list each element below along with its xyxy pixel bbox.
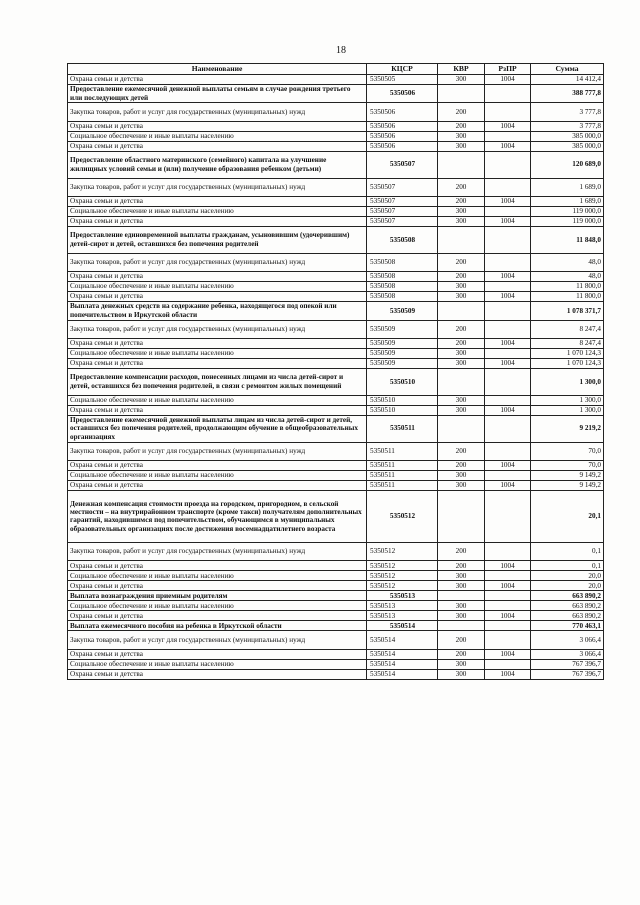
table-row (68, 216, 604, 226)
table-row (68, 395, 604, 405)
cell-rzpr (485, 226, 531, 253)
cell-kcsr: 5350509 (367, 338, 438, 348)
cell-kcsr: 5350512 (367, 490, 438, 542)
cell-kvr: 300 (438, 131, 485, 141)
cell-kcsr: 5350506 (367, 141, 438, 151)
cell-sum: 385 000,0 (531, 131, 604, 141)
cell-sum: 120 689,0 (531, 151, 604, 178)
cell-name: Охрана семьи и детства (68, 196, 367, 206)
cell-sum: 119 000,0 (531, 206, 604, 216)
cell-name: Социальное обеспечение и иные выплаты населению (68, 659, 367, 669)
cell-rzpr (485, 631, 531, 649)
cell-kcsr: 5350508 (367, 253, 438, 271)
cell-sum: 9 149,2 (531, 470, 604, 480)
cell-sum: 11 848,0 (531, 226, 604, 253)
cell-kvr: 300 (438, 348, 485, 358)
cell-kvr: 200 (438, 460, 485, 470)
cell-name: Социальное обеспечение и иные выплаты населению (68, 206, 367, 216)
cell-sum: 767 396,7 (531, 659, 604, 669)
cell-kcsr: 5350511 (367, 460, 438, 470)
cell-sum: 770 463,1 (531, 621, 604, 631)
cell-rzpr (485, 591, 531, 601)
cell-sum: 3 777,8 (531, 103, 604, 121)
table-row (68, 669, 604, 679)
cell-kvr: 300 (438, 470, 485, 480)
table-row (68, 631, 604, 649)
table-row (68, 561, 604, 571)
cell-name: Предоставление единовременной выплаты гражданам, усыновившим (удочерившим) детей-сирот и детей, оставшихся без попечения родителей (68, 226, 367, 253)
table-row (68, 103, 604, 121)
table-row (68, 405, 604, 415)
table-row (68, 581, 604, 591)
cell-kvr: 300 (438, 206, 485, 216)
cell-kcsr: 5350514 (367, 659, 438, 669)
cell-kvr (438, 226, 485, 253)
cell-sum: 70,0 (531, 460, 604, 470)
cell-rzpr (485, 320, 531, 338)
cell-kvr: 300 (438, 405, 485, 415)
cell-rzpr (485, 103, 531, 121)
cell-kcsr: 5350514 (367, 621, 438, 631)
cell-name: Выплата ежемесячного пособия на ребенка в Иркутской области (68, 621, 367, 631)
cell-name: Охрана семьи и детства (68, 561, 367, 571)
cell-rzpr: 1004 (485, 561, 531, 571)
header-sum: Сумма (531, 64, 604, 75)
cell-kcsr: 5350509 (367, 320, 438, 338)
cell-kcsr: 5350508 (367, 282, 438, 292)
cell-sum: 1 300,0 (531, 368, 604, 395)
cell-kcsr: 5350509 (367, 348, 438, 358)
cell-name: Закупка товаров, работ и услуг для государственных (муниципальных) нужд (68, 442, 367, 460)
cell-kvr: 300 (438, 141, 485, 151)
cell-sum: 48,0 (531, 272, 604, 282)
table-row (68, 206, 604, 216)
cell-sum: 388 777,8 (531, 85, 604, 103)
table-row (68, 253, 604, 271)
cell-sum: 767 396,7 (531, 669, 604, 679)
cell-kcsr: 5350510 (367, 395, 438, 405)
cell-kvr (438, 415, 485, 442)
cell-sum: 20,1 (531, 490, 604, 542)
cell-sum: 70,0 (531, 442, 604, 460)
table-row (68, 226, 604, 253)
page-number: 18 (336, 45, 346, 56)
cell-name: Закупка товаров, работ и услуг для государственных (муниципальных) нужд (68, 542, 367, 560)
cell-kcsr: 5350511 (367, 480, 438, 490)
cell-kcsr: 5350514 (367, 669, 438, 679)
cell-kvr: 200 (438, 253, 485, 271)
cell-name: Социальное обеспечение и иные выплаты населению (68, 348, 367, 358)
cell-name: Выплата денежных средств на содержание ребенка, находящегося под опекой или попечительством в Иркутской области (68, 302, 367, 320)
cell-kcsr: 5350506 (367, 121, 438, 131)
cell-rzpr (485, 131, 531, 141)
cell-name: Предоставление компенсации расходов, понесенных лицами из числа детей-сирот и детей, оставшихся без попечения родителей, в связи с ремонтом жилых помещений (68, 368, 367, 395)
table-row (68, 415, 604, 442)
cell-kvr (438, 621, 485, 631)
table-row (68, 368, 604, 395)
cell-sum: 3 066,4 (531, 649, 604, 659)
cell-sum: 663 890,2 (531, 591, 604, 601)
cell-rzpr: 1004 (485, 480, 531, 490)
cell-kvr: 200 (438, 561, 485, 571)
cell-kvr: 200 (438, 121, 485, 131)
table-row (68, 442, 604, 460)
table-row (68, 348, 604, 358)
cell-rzpr (485, 490, 531, 542)
cell-name: Охрана семьи и детства (68, 338, 367, 348)
cell-rzpr (485, 253, 531, 271)
cell-kcsr: 5350514 (367, 649, 438, 659)
cell-kvr: 300 (438, 395, 485, 405)
cell-kcsr: 5350509 (367, 302, 438, 320)
cell-kcsr: 5350512 (367, 561, 438, 571)
cell-kvr: 200 (438, 272, 485, 282)
cell-sum: 11 800,0 (531, 292, 604, 302)
cell-sum: 20,0 (531, 571, 604, 581)
table-row (68, 320, 604, 338)
cell-name: Охрана семьи и детства (68, 272, 367, 282)
table-row (68, 121, 604, 131)
header-kvr: КВР (438, 64, 485, 75)
table-row (68, 621, 604, 631)
cell-kcsr: 5350507 (367, 151, 438, 178)
cell-sum: 14 412,4 (531, 75, 604, 85)
cell-name: Охрана семьи и детства (68, 75, 367, 85)
cell-sum: 663 890,2 (531, 611, 604, 621)
cell-sum: 0,1 (531, 561, 604, 571)
table-row (68, 470, 604, 480)
cell-sum: 1 070 124,3 (531, 358, 604, 368)
cell-name: Социальное обеспечение и иные выплаты населению (68, 601, 367, 611)
cell-rzpr: 1004 (485, 141, 531, 151)
table-row (68, 591, 604, 601)
cell-kcsr: 5350507 (367, 178, 438, 196)
cell-sum: 1 689,0 (531, 178, 604, 196)
cell-rzpr: 1004 (485, 581, 531, 591)
cell-kvr: 300 (438, 292, 485, 302)
cell-kvr: 300 (438, 611, 485, 621)
cell-sum: 48,0 (531, 253, 604, 271)
cell-name: Охрана семьи и детства (68, 405, 367, 415)
table-row (68, 85, 604, 103)
cell-name: Предоставление ежемесячной денежной выплаты семьям в случае рождения третьего или последующих детей (68, 85, 367, 103)
cell-name: Социальное обеспечение и иные выплаты населению (68, 395, 367, 405)
cell-kvr: 300 (438, 601, 485, 611)
cell-kvr (438, 490, 485, 542)
cell-sum: 8 247,4 (531, 338, 604, 348)
cell-name: Предоставление областного материнского (семейного) капитала на улучшение жилищных условий семьи и (или) получение образования ребенком (детьми) (68, 151, 367, 178)
cell-rzpr: 1004 (485, 216, 531, 226)
cell-kvr: 300 (438, 216, 485, 226)
cell-rzpr: 1004 (485, 75, 531, 85)
cell-name: Охрана семьи и детства (68, 460, 367, 470)
cell-kcsr: 5350507 (367, 206, 438, 216)
cell-kvr: 300 (438, 75, 485, 85)
table-row (68, 131, 604, 141)
table-row (68, 358, 604, 368)
table-header-row (68, 64, 604, 75)
cell-kcsr: 5350514 (367, 631, 438, 649)
cell-name: Закупка товаров, работ и услуг для государственных (муниципальных) нужд (68, 631, 367, 649)
cell-kcsr: 5350505 (367, 75, 438, 85)
cell-kvr (438, 302, 485, 320)
cell-kvr: 300 (438, 480, 485, 490)
cell-rzpr (485, 659, 531, 669)
cell-kcsr: 5350510 (367, 368, 438, 395)
cell-rzpr (485, 282, 531, 292)
cell-kcsr: 5350512 (367, 571, 438, 581)
cell-name: Охрана семьи и детства (68, 358, 367, 368)
cell-kvr: 300 (438, 669, 485, 679)
cell-rzpr: 1004 (485, 292, 531, 302)
cell-rzpr (485, 415, 531, 442)
cell-name: Закупка товаров, работ и услуг для государственных (муниципальных) нужд (68, 253, 367, 271)
cell-rzpr (485, 395, 531, 405)
table-row (68, 196, 604, 206)
cell-kvr: 200 (438, 196, 485, 206)
cell-kcsr: 5350509 (367, 358, 438, 368)
cell-sum: 1 078 371,7 (531, 302, 604, 320)
table-row (68, 460, 604, 470)
cell-kvr: 200 (438, 178, 485, 196)
cell-name: Денежная компенсация стоимости проезда на городском, пригородном, в сельской местности – на внутрирайонном транспорте (кроме такси) получателям дополнительных гарантий, находившимся под попечительством, обучающимся в муниципальных образовательных организациях после достижения восемнадцатилетнего возраста (68, 490, 367, 542)
cell-kvr (438, 591, 485, 601)
cell-kcsr: 5350512 (367, 542, 438, 560)
cell-kcsr: 5350511 (367, 470, 438, 480)
cell-rzpr: 1004 (485, 272, 531, 282)
cell-kvr: 200 (438, 542, 485, 560)
cell-kvr: 300 (438, 282, 485, 292)
cell-name: Выплата вознаграждения приемным родителям (68, 591, 367, 601)
cell-kvr (438, 368, 485, 395)
cell-name: Охрана семьи и детства (68, 669, 367, 679)
cell-kvr: 300 (438, 659, 485, 669)
table-row (68, 659, 604, 669)
cell-rzpr (485, 348, 531, 358)
cell-kvr (438, 151, 485, 178)
cell-kvr: 200 (438, 320, 485, 338)
cell-rzpr (485, 621, 531, 631)
cell-rzpr: 1004 (485, 460, 531, 470)
cell-kvr: 200 (438, 649, 485, 659)
cell-rzpr: 1004 (485, 669, 531, 679)
cell-kcsr: 5350506 (367, 103, 438, 121)
header-kcsr: КЦСР (367, 64, 438, 75)
cell-rzpr (485, 368, 531, 395)
cell-sum: 1 070 124,3 (531, 348, 604, 358)
cell-name: Социальное обеспечение и иные выплаты населению (68, 571, 367, 581)
cell-kcsr: 5350510 (367, 405, 438, 415)
cell-kcsr: 5350513 (367, 591, 438, 601)
table-row (68, 75, 604, 85)
cell-kcsr: 5350506 (367, 85, 438, 103)
cell-sum: 9 219,2 (531, 415, 604, 442)
table-row (68, 601, 604, 611)
cell-sum: 0,1 (531, 542, 604, 560)
table-row (68, 272, 604, 282)
table-row (68, 649, 604, 659)
cell-rzpr: 1004 (485, 196, 531, 206)
cell-sum: 385 000,0 (531, 141, 604, 151)
cell-rzpr (485, 601, 531, 611)
cell-rzpr: 1004 (485, 611, 531, 621)
table-row (68, 338, 604, 348)
cell-rzpr (485, 206, 531, 216)
cell-kcsr: 5350508 (367, 226, 438, 253)
cell-kcsr: 5350511 (367, 442, 438, 460)
table-row (68, 542, 604, 560)
table-row (68, 151, 604, 178)
cell-sum: 3 066,4 (531, 631, 604, 649)
cell-rzpr (485, 470, 531, 480)
cell-name: Охрана семьи и детства (68, 216, 367, 226)
cell-sum: 8 247,4 (531, 320, 604, 338)
cell-kcsr: 5350507 (367, 216, 438, 226)
cell-rzpr (485, 151, 531, 178)
cell-kvr: 200 (438, 338, 485, 348)
cell-kcsr: 5350508 (367, 292, 438, 302)
table-row (68, 302, 604, 320)
budget-table (67, 63, 604, 680)
table-row (68, 480, 604, 490)
cell-sum: 20,0 (531, 581, 604, 591)
cell-name: Закупка товаров, работ и услуг для государственных (муниципальных) нужд (68, 178, 367, 196)
cell-kvr (438, 85, 485, 103)
cell-kvr: 300 (438, 571, 485, 581)
cell-name: Охрана семьи и детства (68, 141, 367, 151)
cell-name: Охрана семьи и детства (68, 581, 367, 591)
cell-kcsr: 5350507 (367, 196, 438, 206)
cell-name: Закупка товаров, работ и услуг для государственных (муниципальных) нужд (68, 103, 367, 121)
cell-rzpr (485, 302, 531, 320)
cell-kcsr: 5350512 (367, 581, 438, 591)
cell-name: Охрана семьи и детства (68, 480, 367, 490)
cell-sum: 1 689,0 (531, 196, 604, 206)
cell-kvr: 200 (438, 631, 485, 649)
cell-sum: 1 300,0 (531, 395, 604, 405)
cell-name: Охрана семьи и детства (68, 611, 367, 621)
cell-name: Закупка товаров, работ и услуг для государственных (муниципальных) нужд (68, 320, 367, 338)
cell-rzpr: 1004 (485, 121, 531, 131)
cell-name: Охрана семьи и детства (68, 292, 367, 302)
cell-kcsr: 5350506 (367, 131, 438, 141)
cell-name: Социальное обеспечение и иные выплаты населению (68, 470, 367, 480)
cell-kcsr: 5350513 (367, 601, 438, 611)
header-rzpr: РзПР (485, 64, 531, 75)
cell-name: Охрана семьи и детства (68, 649, 367, 659)
table-row (68, 571, 604, 581)
table-row (68, 282, 604, 292)
cell-rzpr (485, 442, 531, 460)
table-row (68, 178, 604, 196)
cell-rzpr (485, 542, 531, 560)
cell-rzpr: 1004 (485, 358, 531, 368)
cell-kvr: 200 (438, 103, 485, 121)
cell-rzpr: 1004 (485, 338, 531, 348)
cell-name: Социальное обеспечение и иные выплаты населению (68, 282, 367, 292)
cell-kvr: 200 (438, 442, 485, 460)
cell-name: Социальное обеспечение и иные выплаты населению (68, 131, 367, 141)
header-name: Наименование (68, 64, 367, 75)
cell-rzpr: 1004 (485, 405, 531, 415)
table-row (68, 292, 604, 302)
cell-sum: 119 000,0 (531, 216, 604, 226)
cell-kcsr: 5350508 (367, 272, 438, 282)
table-body (68, 75, 604, 680)
cell-rzpr: 1004 (485, 649, 531, 659)
table-header (68, 64, 604, 75)
cell-rzpr (485, 178, 531, 196)
cell-sum: 11 800,0 (531, 282, 604, 292)
cell-rzpr (485, 571, 531, 581)
cell-sum: 9 149,2 (531, 480, 604, 490)
cell-sum: 1 300,0 (531, 405, 604, 415)
table-row (68, 490, 604, 542)
cell-name: Охрана семьи и детства (68, 121, 367, 131)
cell-sum: 663 890,2 (531, 601, 604, 611)
cell-kcsr: 5350511 (367, 415, 438, 442)
cell-rzpr (485, 85, 531, 103)
cell-name: Предоставление ежемесячной денежной выплаты лицам из числа детей-сирот и детей, оставшихся без попечения родителей, продолжающим обучение в общеобразовательных организациях (68, 415, 367, 442)
cell-kvr: 300 (438, 581, 485, 591)
table-row (68, 141, 604, 151)
table-row (68, 611, 604, 621)
cell-kvr: 300 (438, 358, 485, 368)
cell-sum: 3 777,8 (531, 121, 604, 131)
cell-kcsr: 5350513 (367, 611, 438, 621)
